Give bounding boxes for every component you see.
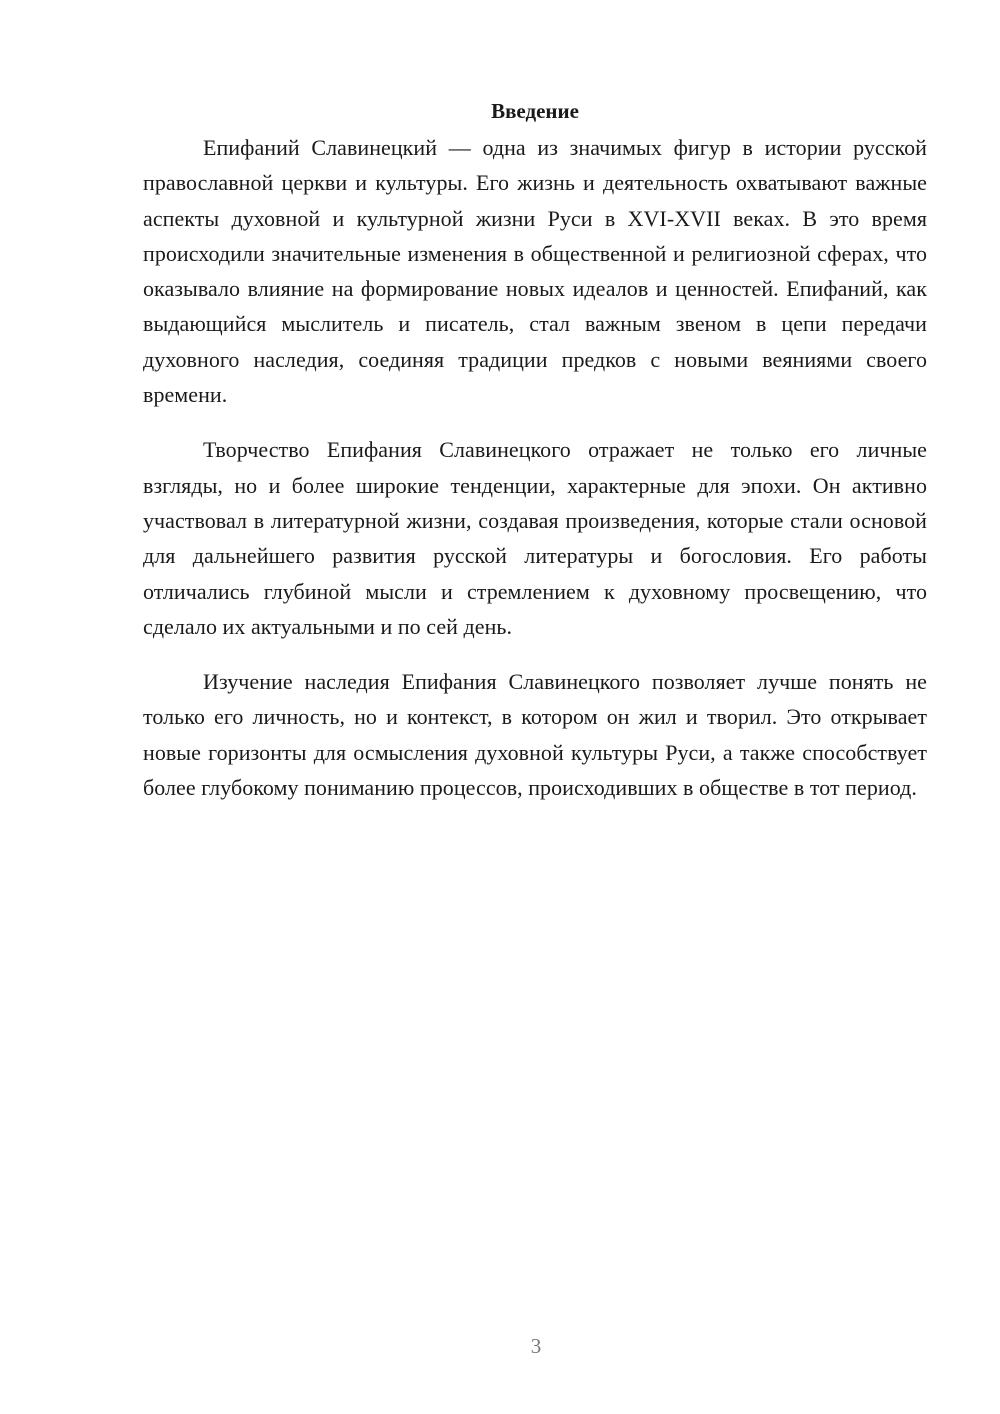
paragraph-3: Изучение наследия Епифания Славинецкого позволяет лучше понять не только его личность, но и контекст, в котором он жил и творил. Это открывает новые горизонты для осмысления духовной культуры Руси, а также способствует более глубокому пониманию процессов, происходивших в обществе в тот период. [143,669,927,801]
section-title: Введение [491,99,579,123]
page-number: 3 [530,1334,542,1358]
page-content [143,96,927,825]
paragraph-2: Творчество Епифания Славинецкого отражает не только его личные взгляды, но и более широкие тенденции, характерные для эпохи. Он активно участвовал в литературной жизни, создавая произведения, которые стали основой для дальнейшего развития русской литературы и богословия. Его работы отличались глубиной мысли и стремлением к духовному просвещению, что сделало их актуальными и по сей день. [143,437,927,639]
paragraph-1: Епифаний Славинецкий — одна из значимых фигур в истории русской православной церкви и культуры. Его жизнь и деятельность охватывают важные аспекты духовной и культурной жизни Руси в XVI-XVII веках. В это время происходили значительные изменения в общественной и религиозной сферах, что оказывало влияние на формирование новых идеалов и ценностей. Епифаний, как выдающийся мыслитель и писатель, стал важным звеном в цепи передачи духовного наследия, соединяя традиции предков с новыми веяниями своего времени. [143,135,927,408]
